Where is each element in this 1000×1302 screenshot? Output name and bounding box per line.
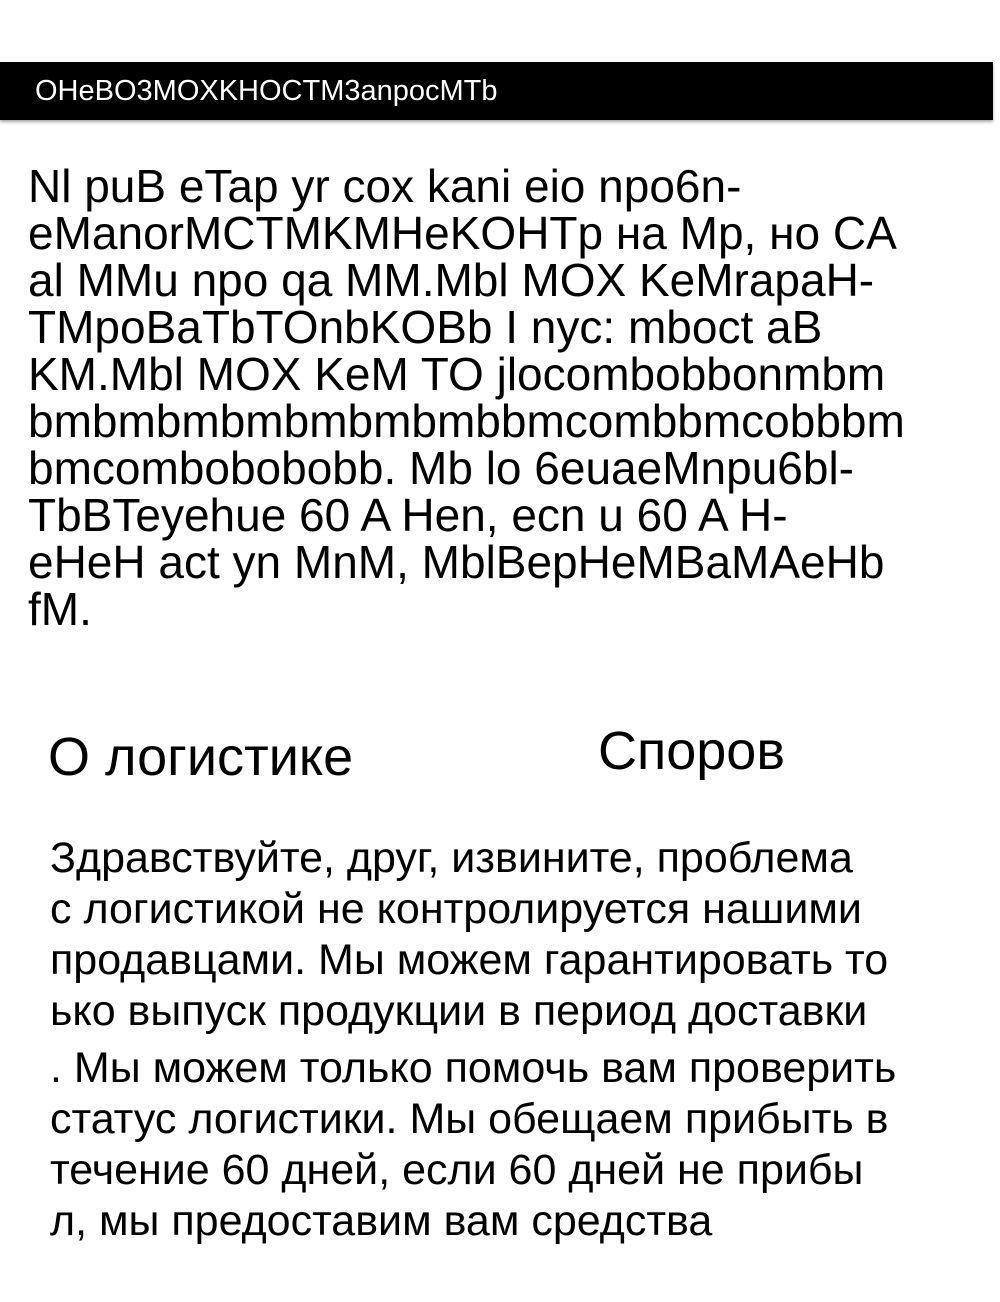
russian-line: . Мы можем только помочь вам проверить xyxy=(50,1044,897,1092)
garbled-line: TbBTeyehue 60 A Hen, ecn u 60 A H- xyxy=(28,489,788,541)
garbled-line: bmcombobobobb. Mb lo 6euaeMnpu6bl- xyxy=(28,442,854,494)
garbled-line: bmbmbmbmbmbmbmbbmcombbmcobbbm xyxy=(28,395,905,447)
russian-line: продавцами. Мы можем гарантировать то xyxy=(50,936,889,984)
garbled-line: KM.Mbl MOX KeM TO jlocombobbonmbm xyxy=(28,348,886,400)
garbled-line: TMpoBaTbTOnbKOBb I nyc: mboct aB xyxy=(28,301,823,353)
russian-line: с логистикой не контролируется нашими xyxy=(50,885,862,933)
garbled-line: Nl puB eTap yr cox kani eio npo6n- xyxy=(28,163,742,212)
russian-line: ько выпуск продукции в период доставки xyxy=(50,987,868,1035)
header-banner xyxy=(0,62,993,120)
russian-line: Здравствуйте, друг, извините, проблема xyxy=(50,834,853,882)
section-heading-disputes: Споров xyxy=(598,721,786,781)
garbled-line: al MMu npo qa MM.Mbl MOX KeMrapaH- xyxy=(28,254,875,306)
russian-line: л, мы предоставим вам средства xyxy=(50,1197,713,1245)
garbled-line: fM. xyxy=(28,583,92,633)
section-heading-logistics: О логистике xyxy=(48,727,354,787)
russian-line: течение 60 дней, если 60 дней не прибы xyxy=(50,1146,864,1194)
russian-line: статус логистики. Мы обещаем прибыть в xyxy=(50,1095,889,1143)
banner-title: OHeBO3MOXKHOCTM3anpocMTb xyxy=(35,75,498,107)
garbled-line: eHeH act yn MnM, MblBepHeMBaMAeHb xyxy=(28,536,885,588)
garbled-line: eManorMCTMKMHeKOHTp на Mp, но CA xyxy=(28,207,897,259)
russian-text-block xyxy=(50,833,1000,1247)
garbled-text-block xyxy=(28,163,1000,633)
